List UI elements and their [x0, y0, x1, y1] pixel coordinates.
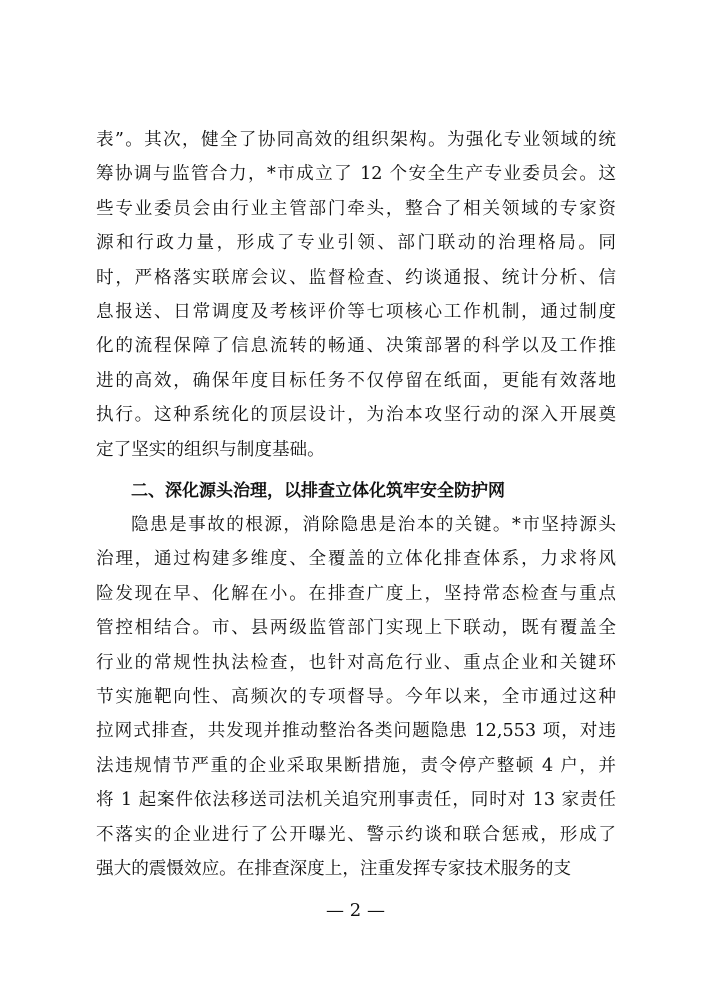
text-line: 行业的常规性执法检查，也针对高危行业、重点企业和关键环	[96, 652, 616, 673]
text-line: 时，严格落实联席会议、监督检查、约谈通报、统计分析、信	[96, 267, 616, 288]
section-heading: 二、深化源头治理，以排查立体化筑牢安全防护网	[131, 481, 505, 501]
text-line: 执行。这种系统化的顶层设计，为治本攻坚行动的深入开展奠	[96, 405, 616, 426]
text-line: 强大的震慑效应。在排查深度上，注重发挥专家技术服务的支	[96, 859, 572, 879]
text-line: 治理，通过构建多维度、全覆盖的立体化排查体系，力求将风	[96, 549, 616, 570]
text-line: 隐患是事故的根源，消除隐患是治本的关键。*市坚持源头	[131, 515, 616, 535]
text-line: 将 1 起案件依法移送司法机关追究刑事责任，同时对 13 家责任	[96, 790, 616, 811]
text-line: 筹协调与监管合力，*市成立了 12 个安全生产专业委员会。这	[96, 164, 616, 185]
text-line: 些专业委员会由行业主管部门牵头，整合了相关领域的专家资	[96, 198, 616, 219]
text-line: 定了坚实的组织与制度基础。	[96, 439, 325, 460]
text-line: 法违规情节严重的企业采取果断措施，责令停产整顿 4 户，并	[96, 755, 616, 776]
text-line: 化的流程保障了信息流转的畅通、决策部署的科学以及工作推	[96, 336, 616, 357]
text-line: 险发现在早、化解在小。在排查广度上，坚持常态检查与重点	[96, 583, 616, 604]
text-line: 息报送、日常调度及考核评价等七项核心工作机制，通过制度	[96, 302, 616, 322]
text-line: 管控相结合。市、县两级监管部门实现上下联动，既有覆盖全	[96, 618, 616, 639]
text-line: 源和行政力量，形成了专业引领、部门联动的治理格局。同	[96, 233, 616, 254]
text-line: 拉网式排查，共发现并推动整治各类问题隐患 12,553 项，对违	[96, 721, 616, 742]
text-line: 表”。其次，健全了协同高效的组织架构。为强化专业领域的统	[96, 130, 616, 150]
page-number: — 2 —	[326, 900, 385, 921]
text-line: 不落实的企业进行了公开曝光、警示约谈和联合惩戒，形成了	[96, 824, 616, 845]
text-line: 进的高效，确保年度目标任务不仅停留在纸面，更能有效落地	[96, 370, 616, 391]
text-line: 节实施靶向性、高频次的专项督导。今年以来，全市通过这种	[96, 687, 616, 707]
